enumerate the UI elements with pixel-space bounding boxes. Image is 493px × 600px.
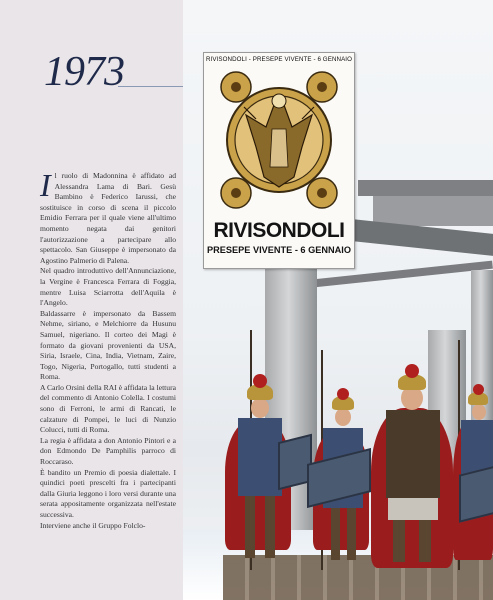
poster-subtitle: PRESEPE VIVENTE - 6 GENNAIO (207, 245, 351, 255)
helmet-plume (405, 364, 419, 378)
soldier-face (335, 408, 351, 426)
soldier-leg (331, 508, 340, 560)
soldier-face (251, 398, 269, 418)
armor-cuirass (386, 410, 440, 498)
soldier-leg (245, 496, 255, 558)
article-paragraph: A Carlo Orsini della RAI è affidata la lettura del commento di Antonio Colella. I costumi sono di Ferroni, le armi di Rancati, le calzature di Pompei, le luci di Nunzio Colucci, tutti di Roma. (40, 382, 176, 435)
poster-emblem (216, 67, 342, 213)
article-paragraph: È bandito un Premio di poesia dialettale. I quindici poeti prescelti fra i partecipanti dalla Giuria leggono i loro versi durante una serata appositamente organizzata nell'estate successiva. (40, 467, 176, 519)
helmet-plume (473, 384, 484, 395)
helmet-plume (253, 374, 267, 388)
temple-entablature (373, 196, 493, 226)
article-paragraph: Interviene anche il Gruppo Folclo- (40, 520, 146, 530)
article-paragraph: La regia è affidata a don Antonio Pintori e a don Edmondo De Pamphilis parroco di Roccaraso. (40, 435, 176, 467)
article-paragraph: l ruolo di Madonnina è affidato ad Alessandra Lama di Bari. Gesù Bambino è Federico Iarussi, che sostituisce in corso di scena il piccolo Emidio Ferrara per il quale viene all'ultimo momento negata dai genitori l'autorizzazione a partecipare allo spettacolo. San Giuseppe è impersonato da Agostino Palmerio di Palena. (40, 171, 176, 265)
tunic (238, 418, 282, 496)
shield (459, 465, 493, 522)
soldier-leg (393, 520, 405, 562)
white-skirt (388, 498, 438, 520)
article-paragraph: Nel quadro introduttivo dell'Annunciazione, la Vergine è Francesca Ferrara di Foggia, mentre Luisa Sciarrotta dell'Aquila è l'Angelo. (40, 266, 176, 308)
temple-lintel (358, 180, 493, 196)
year-rule-divider (118, 86, 183, 87)
article-paragraph: Baldassarre è impersonato da Bassem Nehme, siriano, e Melchiorre da Husunu Samuel, nigeriano. Il corteo dei Magi è formato da giovani provenienti da USA, Siria, Israele, Cina, India, Vietnam, Zaire, Togo, Nigeria, Portogallo, tutti studenti a Roma. (40, 308, 176, 382)
helmet-plume (337, 388, 349, 400)
stone-wall (223, 555, 493, 600)
dropcap-letter: I (40, 167, 51, 203)
article-body (40, 167, 176, 531)
poster-title: RIVISONDOLI (213, 219, 345, 242)
soldier-leg (347, 508, 356, 560)
year-heading: 1973 (44, 49, 124, 95)
soldier-leg (265, 496, 275, 558)
soldier-leg (419, 520, 431, 562)
soldier-face (472, 404, 486, 420)
event-poster (203, 52, 355, 269)
poster-top-line: RIVISONDOLI - PRESEPE VIVENTE - 6 GENNAIO (205, 56, 353, 63)
